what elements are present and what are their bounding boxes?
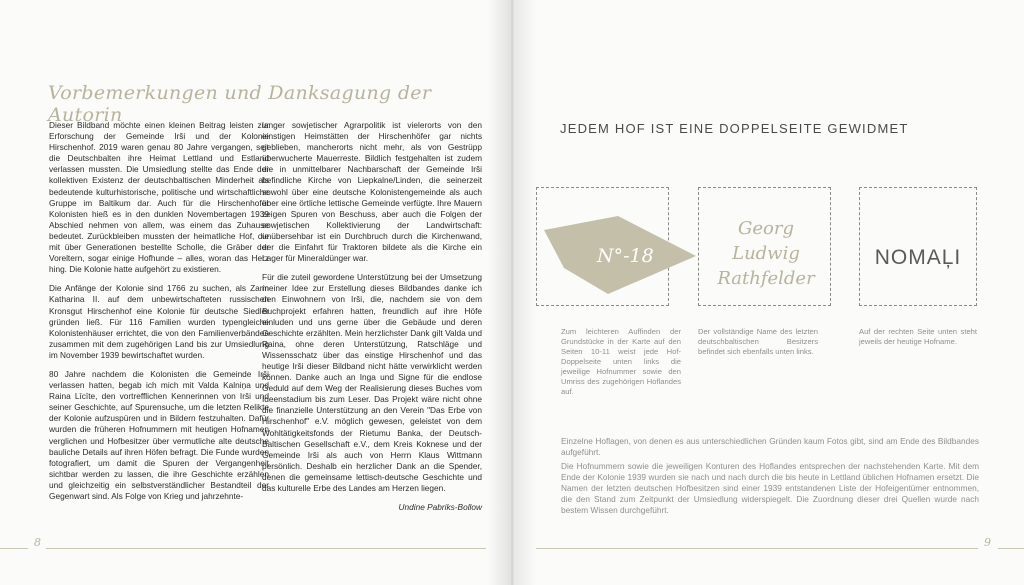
page-number: 8 <box>34 536 41 549</box>
right-page <box>512 0 1024 585</box>
owner-name-line: Georg Ludwig <box>732 218 800 264</box>
paragraph: Die Anfänge der Kolonie sind 1766 zu suchen, als Zarin Katharina II. auf dem unbewirtschafteten russischen Kronsgut Hirschenhof eine Kolonie für deutsche Siedler gründen ließ. Für 116 Familien wurden typengleiche Kolonistenhäuser errichtet, die von den Familienverbänden zusammen mit dem zugehörigen Land bis zur Umsiedlung im November 1939 bewirtschaftet wurden. <box>49 283 269 360</box>
page-number: 9 <box>984 536 991 549</box>
note-paragraph: Die Hofnummern sowie die jeweiligen Konturen des Hoflandes entsprechen der nachstehenden Karte. Mit dem Ende der Kolonie 1939 wurden sie nach und nach durch die bis heute in Lettland üblichen Hofnamen ersetzt. Die Namen der letzten deutschen Hofbesitzen sind einer 1939 entstandenen Liste der Hofeigentümer entnommen, die den Stand zum Zeitpunkt der Umsiedlung widerspiegelt. Die Zuordnung dieser drei Quellen wurde nach bestem Wissen durchgeführt. <box>561 461 979 515</box>
page-rule <box>998 548 1024 549</box>
page-rule <box>0 548 28 549</box>
farm-name: NOMAĻI <box>874 246 962 269</box>
note-paragraph: Einzelne Hoflagen, von denen es aus unterschiedlichen Gründen kaum Fotos gibt, sind am Ende des Bildbandes aufgeführt. <box>561 436 979 457</box>
page-rule <box>46 548 486 549</box>
text-column-2 <box>262 120 482 502</box>
author-signature: Undine Pabriks-Bollow <box>398 502 482 512</box>
paragraph: langer sowjetischer Agrarpolitik ist vielerorts von den einstigen Heimstätten der Hirschenhöfer gar nichts geblieben, mancherorts nicht mehr, als von Gestrüpp überwucherte Mauerreste. Bildlich festgehalten ist zudem die in unmittelbarer Nachbarschaft der Gemeinde Irši befindliche Kirche von Liepkalne/Linden, die seinerzeit sowohl über eine deutsche Kolonistengemeinde als auch über eine örtliche lettische Gemeinde verfügte. Ihre Mauern zeigen Spuren von Beschuss, aber auch die Folgen der sowjetischen Kollektivierung der Landwirtschaft: unübersehbar ist ein Durchbruch durch die Kirchenwand, der die Einfahrt für Traktoren bildete als die Kirche ein Lager für Mineraldünger war. <box>262 120 482 264</box>
page-title: Vorbemerkungen und Danksagung der Autorin <box>48 82 432 126</box>
paragraph: Dieser Bildband möchte einen kleinen Beitrag leisten zur Erforschung der Gemeinde Irši und der Kolonie Hirschenhof. 2019 waren genau 80 Jahre vergangen, seit die Deutschbalten ihre Heimat Lettland und Estland verlassen mussten. Die Umsiedlung stellte das Ende der kollektiven Existenz der deutschbaltischen Minderheit als bedeutende kulturhistorische, politische und wirtschaftliche Gruppe im Baltikum dar. Auch für die Hirschenhofer Kolonisten hieß es in den dunklen Novembertagen 1939 Abschied nehmen von allem, was einem das Zuhause bedeutet. Zurückbleiben mussten der heimatliche Hof, die mit über Generationen bestellte Scholle, die Gräber der Voreltern, sogar einige Hofhunde – alles, woran das Herz hing. Die Kolonie hatte aufgehört zu existieren. <box>49 120 269 275</box>
owner-name <box>702 216 830 291</box>
caption-hof-number: Zum leichteren Auffinden der Grundstücke in der Karte auf den Seiten 10-11 weist jede Hof-Doppelseite unten links die jeweilige Hofnummer sowie den Umriss des zugehörigen Hoflandes auf. <box>561 327 681 396</box>
owner-name-line: Rathfelder <box>717 268 815 289</box>
section-heading: JEDEM HOF IST EINE DOPPELSEITE GEWIDMET <box>560 121 909 136</box>
page-rule <box>536 548 978 549</box>
paragraph: Für die zuteil gewordene Unterstützung bei der Umsetzung meiner Idee zur Erstellung dieses Bildbandes danke ich den Einwohnern von Irši, die, nachdem sie von dem Buchprojekt erfahren hatten, freundlich auf ihre Höfe einluden und uns gerne über die Gebäude und deren Geschichte erzählten. Mein herzlichster Dank gilt Valda und Raina, ohne deren Unterstützung, Ratschläge und Wissensschatz über das einstige Hirschenhof und das heutige Irši dieser Bildband nicht hätte verwirklicht werden können. Danke auch an Inga und Signe für die endlose Geduld auf dem Weg der Realisierung dieses Buches vom Ideenstadium bis zum Leser. Das Projekt wäre nicht ohne die finanzielle Unterstützung an den Verein "Das Erbe von Hirschenhof" e.V. möglich gewesen, geleistet von dem Wohltätigkeitsfonds der Rietumu Banka, der Deutsch-Baltischen Gesellschaft e.V., dem Kreis Koknese und der Gemeinde Irši als auch von Herrn Klaus Wittmann persönlich. Deshalb ein herzlicher Dank an die Spender, denen die gemeinsame lettisch-deutsche Geschichte und das kulturelle Erbe des Landes am Herzen liegen. <box>262 272 482 493</box>
text-column-1 <box>49 120 269 510</box>
caption-farm: Auf der rechten Seite unten steht jeweils der heutige Hofname. <box>859 327 977 346</box>
hof-number: N°-18 <box>597 245 654 267</box>
paragraph: 80 Jahre nachdem die Kolonisten die Gemeinde Irši verlassen hatten, begab ich mich mit Valda Kalniņa und Raina Līcīte, den vortrefflichen Kennerinnen von Irši und seiner Geschichte, auf Spurensuche, um die letzten Relikte der Kolonie aufzuspüren und in Bildern festzuhalten. Dafür wurden die früheren Hofnummern mit heutigen Hofnamen verglichen und Hofbesitzer über vermutliche alte deutsche bauliche Details auf ihren Höfen befragt. Die Funde wurden fotografiert, um damit die Spuren der Vergangenheit sichtbar werden zu lassen, die ihre Geschichte erzählen und gleichzeitig ein selbstverständlicher Bestandteil der Gegenwart sind. Als Folge von Krieg und jahrzehnte- <box>49 368 269 501</box>
caption-owner: Der vollständige Name des letzten deutschbaltischen Besitzers befindet sich ebenfalls unten links. <box>698 327 818 356</box>
